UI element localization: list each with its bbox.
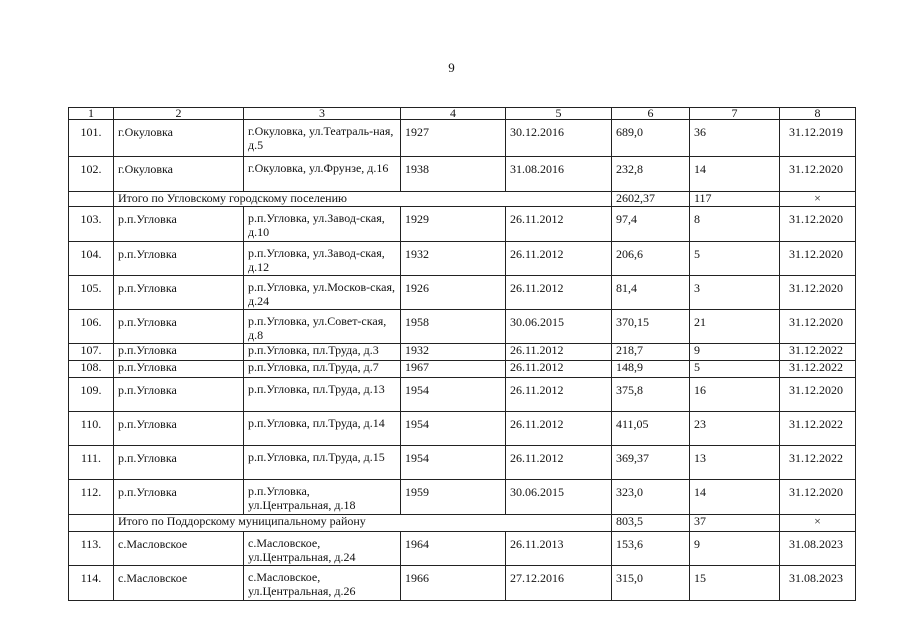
settlement-cell: р.п.Угловка	[114, 361, 244, 378]
settlement-cell: с.Масловское	[114, 532, 244, 566]
row-number: 114.	[69, 566, 114, 601]
table-row	[69, 412, 856, 446]
address-cell: р.п.Угловка, ул.Центральная, д.18	[244, 480, 401, 515]
date-cell: 26.11.2012	[506, 446, 612, 480]
area-cell: 315,0	[612, 566, 690, 601]
area-cell: 153,6	[612, 532, 690, 566]
header-cell: 2	[114, 108, 244, 120]
header-cell: 7	[690, 108, 780, 120]
subtotal-label: Итого по Поддорскому муниципальному району	[114, 515, 612, 532]
deadline-cell: 31.12.2022	[780, 361, 856, 378]
row-number: 103.	[69, 207, 114, 242]
area-cell: 323,0	[612, 480, 690, 515]
year-cell: 1932	[401, 344, 506, 361]
date-cell: 26.11.2012	[506, 276, 612, 310]
area-cell: 81,4	[612, 276, 690, 310]
year-cell: 1927	[401, 120, 506, 157]
address-cell: р.п.Угловка, пл.Труда, д.14	[244, 412, 401, 446]
table-row	[69, 242, 856, 276]
row-number: 111.	[69, 446, 114, 480]
settlement-cell: р.п.Угловка	[114, 378, 244, 412]
table-row	[69, 157, 856, 192]
row-number: 108.	[69, 361, 114, 378]
address-cell: р.п.Угловка, пл.Труда, д.7	[244, 361, 401, 378]
year-cell: 1932	[401, 242, 506, 276]
subtotal-label: Итого по Угловскому городскому поселению	[114, 192, 612, 207]
deadline-cell: 31.12.2020	[780, 310, 856, 344]
table-row	[69, 566, 856, 601]
table-row	[69, 310, 856, 344]
year-cell: 1938	[401, 157, 506, 192]
address-cell: р.п.Угловка, пл.Труда, д.15	[244, 446, 401, 480]
row-number: 109.	[69, 378, 114, 412]
area-cell: 206,6	[612, 242, 690, 276]
page-number: 9	[448, 60, 455, 75]
year-cell: 1964	[401, 532, 506, 566]
table-row	[69, 361, 856, 378]
table-row	[69, 378, 856, 412]
subtotal-area: 803,5	[612, 515, 690, 532]
address-cell: р.п.Угловка, пл.Труда, д.13	[244, 378, 401, 412]
date-cell: 27.12.2016	[506, 566, 612, 601]
deadline-cell: 31.12.2020	[780, 207, 856, 242]
year-cell: 1959	[401, 480, 506, 515]
deadline-cell: 31.12.2020	[780, 157, 856, 192]
row-number: 105.	[69, 276, 114, 310]
year-cell: 1967	[401, 361, 506, 378]
date-cell: 30.06.2015	[506, 310, 612, 344]
subtotal-deadline: ×	[780, 515, 856, 532]
deadline-cell: 31.12.2022	[780, 446, 856, 480]
date-cell: 26.11.2012	[506, 242, 612, 276]
year-cell: 1926	[401, 276, 506, 310]
date-cell: 26.11.2012	[506, 412, 612, 446]
table-header-row	[69, 108, 856, 120]
settlement-cell: р.п.Угловка	[114, 207, 244, 242]
count-cell: 3	[690, 276, 780, 310]
address-cell: с.Масловское, ул.Центральная, д.24	[244, 532, 401, 566]
date-cell: 26.11.2012	[506, 344, 612, 361]
count-cell: 14	[690, 157, 780, 192]
deadline-cell: 31.12.2020	[780, 378, 856, 412]
row-number: 113.	[69, 532, 114, 566]
count-cell: 5	[690, 242, 780, 276]
header-cell: 5	[506, 108, 612, 120]
header-cell: 8	[780, 108, 856, 120]
row-number: 101.	[69, 120, 114, 157]
count-cell: 16	[690, 378, 780, 412]
address-cell: р.п.Угловка, ул.Завод-ская, д.10	[244, 207, 401, 242]
row-number: 110.	[69, 412, 114, 446]
address-cell: г.Окуловка, ул.Театраль-ная, д.5	[244, 120, 401, 157]
deadline-cell: 31.12.2020	[780, 480, 856, 515]
row-number: 104.	[69, 242, 114, 276]
deadline-cell: 31.12.2019	[780, 120, 856, 157]
address-cell: р.п.Угловка, ул.Москов-ская, д.24	[244, 276, 401, 310]
area-cell: 369,37	[612, 446, 690, 480]
row-number: 107.	[69, 344, 114, 361]
settlement-cell: с.Масловское	[114, 566, 244, 601]
settlement-cell: р.п.Угловка	[114, 344, 244, 361]
area-cell: 148,9	[612, 361, 690, 378]
settlement-cell: р.п.Угловка	[114, 242, 244, 276]
header-cell: 3	[244, 108, 401, 120]
area-cell: 370,15	[612, 310, 690, 344]
count-cell: 21	[690, 310, 780, 344]
deadline-cell: 31.12.2020	[780, 276, 856, 310]
date-cell: 26.11.2012	[506, 361, 612, 378]
settlement-cell: г.Окуловка	[114, 157, 244, 192]
area-cell: 411,05	[612, 412, 690, 446]
year-cell: 1954	[401, 446, 506, 480]
year-cell: 1966	[401, 566, 506, 601]
date-cell: 26.11.2012	[506, 378, 612, 412]
header-cell: 1	[69, 108, 114, 120]
subtotal-row	[69, 192, 856, 207]
subtotal-count: 117	[690, 192, 780, 207]
count-cell: 13	[690, 446, 780, 480]
row-number: 112.	[69, 480, 114, 515]
blank-cell	[69, 515, 114, 532]
count-cell: 15	[690, 566, 780, 601]
year-cell: 1958	[401, 310, 506, 344]
area-cell: 689,0	[612, 120, 690, 157]
count-cell: 9	[690, 344, 780, 361]
date-cell: 30.06.2015	[506, 480, 612, 515]
count-cell: 36	[690, 120, 780, 157]
row-number: 106.	[69, 310, 114, 344]
date-cell: 30.12.2016	[506, 120, 612, 157]
table-row	[69, 446, 856, 480]
count-cell: 9	[690, 532, 780, 566]
address-cell: с.Масловское, ул.Центральная, д.26	[244, 566, 401, 601]
date-cell: 26.11.2012	[506, 207, 612, 242]
date-cell: 31.08.2016	[506, 157, 612, 192]
count-cell: 8	[690, 207, 780, 242]
count-cell: 23	[690, 412, 780, 446]
area-cell: 375,8	[612, 378, 690, 412]
subtotal-row	[69, 515, 856, 532]
count-cell: 14	[690, 480, 780, 515]
deadline-cell: 31.08.2023	[780, 566, 856, 601]
count-cell: 5	[690, 361, 780, 378]
settlement-cell: р.п.Угловка	[114, 480, 244, 515]
deadline-cell: 31.12.2020	[780, 242, 856, 276]
subtotal-area: 2602,37	[612, 192, 690, 207]
date-cell: 26.11.2013	[506, 532, 612, 566]
table-row	[69, 480, 856, 515]
area-cell: 218,7	[612, 344, 690, 361]
address-cell: р.п.Угловка, ул.Завод-ская, д.12	[244, 242, 401, 276]
deadline-cell: 31.08.2023	[780, 532, 856, 566]
settlement-cell: р.п.Угловка	[114, 310, 244, 344]
blank-cell	[69, 192, 114, 207]
year-cell: 1929	[401, 207, 506, 242]
area-cell: 97,4	[612, 207, 690, 242]
settlement-cell: р.п.Угловка	[114, 446, 244, 480]
settlement-cell: г.Окуловка	[114, 120, 244, 157]
table-row	[69, 207, 856, 242]
year-cell: 1954	[401, 412, 506, 446]
address-cell: р.п.Угловка, ул.Совет-ская, д.8	[244, 310, 401, 344]
table-row	[69, 532, 856, 566]
table-row	[69, 120, 856, 157]
deadline-cell: 31.12.2022	[780, 412, 856, 446]
settlement-cell: р.п.Угловка	[114, 276, 244, 310]
area-cell: 232,8	[612, 157, 690, 192]
address-cell: р.п.Угловка, пл.Труда, д.3	[244, 344, 401, 361]
deadline-cell: 31.12.2022	[780, 344, 856, 361]
housing-table	[68, 107, 856, 601]
subtotal-deadline: ×	[780, 192, 856, 207]
table-row	[69, 276, 856, 310]
year-cell: 1954	[401, 378, 506, 412]
row-number: 102.	[69, 157, 114, 192]
subtotal-count: 37	[690, 515, 780, 532]
table-row	[69, 344, 856, 361]
header-cell: 4	[401, 108, 506, 120]
address-cell: г.Окуловка, ул.Фрунзе, д.16	[244, 157, 401, 192]
settlement-cell: р.п.Угловка	[114, 412, 244, 446]
header-cell: 6	[612, 108, 690, 120]
